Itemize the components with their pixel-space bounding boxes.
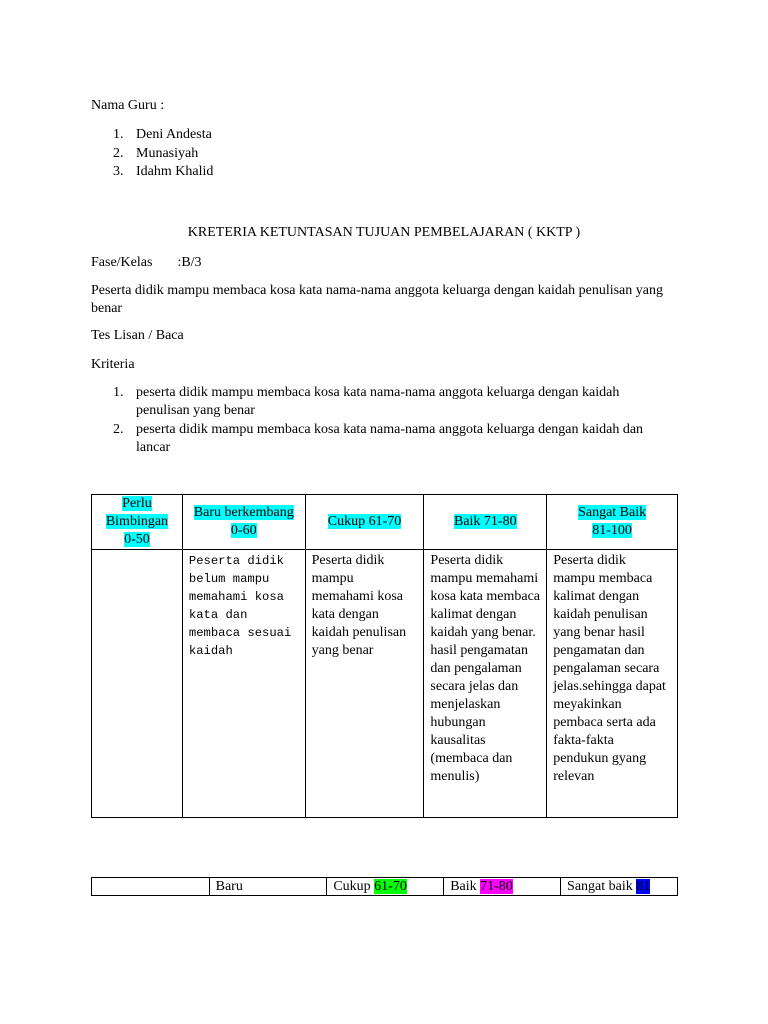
criteria-list: [113, 384, 673, 457]
scale-range: 81: [636, 879, 651, 894]
desc-cell: Peserta didik mampu membaca kalimat dengan kaidah penulisan yang benar hasil pengamatan dan pengalaman secara jelas.sehingga dapat meyakinkan pembaca serta ada fakta-fakta pendukun gyang relevan: [547, 550, 678, 818]
table-header-row: [92, 495, 678, 550]
desc-cell: Peserta didik mampu memahami kosa kata membaca kalimat dengan kaidah yang benar. hasil pengamatan dan pengalaman secara jelas dan menjelaskan hubungan kausalitas (membaca dan menulis): [424, 550, 547, 818]
list-number: 1.: [113, 385, 124, 400]
test-type: Tes Lisan / Baca: [91, 328, 184, 343]
list-number: 3.: [113, 164, 124, 179]
header-sangat-baik: [547, 495, 678, 550]
header-text: Sangat Baik: [578, 505, 647, 520]
scale-text: Baru: [215, 879, 243, 894]
fase-kelas: [91, 254, 202, 272]
criteria-text: peserta didik mampu membaca kosa kata nama-nama anggota keluarga dengan kaidah dan lancar: [136, 422, 644, 455]
criteria-text: peserta didik mampu membaca kosa kata nama-nama anggota keluarga dengan kaidah penulisan yang benar: [136, 385, 620, 418]
list-item: [113, 384, 673, 420]
header-baik: [424, 495, 547, 550]
list-item: [113, 145, 213, 164]
teacher-name: Deni Andesta: [136, 127, 212, 142]
header-perlu-bimbingan: [92, 495, 183, 550]
fase-label: Fase/Kelas: [91, 255, 153, 270]
header-cukup: [305, 495, 424, 550]
header-text: 81-100: [592, 523, 632, 538]
fase-value: :B/3: [177, 255, 202, 270]
list-number: 1.: [113, 127, 124, 142]
scale-cell: [327, 878, 444, 896]
header-baru-berkembang: [182, 495, 305, 550]
list-item: [113, 163, 213, 182]
list-number: 2.: [113, 145, 124, 161]
header-text: 0-60: [230, 523, 257, 538]
header-text: Bimbingan: [105, 514, 169, 529]
list-number: 2.: [113, 422, 124, 437]
learning-objective: Peserta didik mampu membaca kosa kata nama-nama anggota keluarga dengan kaidah penulisan yang benar: [91, 283, 663, 316]
criteria-label: Kriteria: [91, 357, 135, 372]
document-title: KRETERIA KETUNTASAN TUJUAN PEMBELAJARAN ( KKTP ): [187, 225, 581, 240]
scale-cell: [444, 878, 561, 896]
scale-cell: [561, 878, 678, 896]
header-text: Perlu: [122, 496, 152, 511]
header-text: Baik 71-80: [453, 514, 517, 529]
scale-cell: [209, 878, 327, 896]
desc-cell: [92, 550, 183, 818]
header-text: Cukup 61-70: [327, 514, 402, 529]
rubric-table: [91, 494, 678, 818]
scale-cell: [92, 878, 210, 896]
teacher-name: Idahm Khalid: [136, 164, 214, 179]
desc-cell: Peserta didik mampu memahami kosa kata dengan kaidah penulisan yang benar: [305, 550, 424, 818]
teacher-label: Nama Guru :: [91, 98, 165, 113]
scale-table: [91, 877, 678, 896]
teacher-list: [113, 126, 213, 182]
desc-cell: Peserta didik belum mampu memahami kosa kata dan membaca sesuai kaidah: [182, 550, 305, 818]
table-row: [92, 550, 678, 818]
teacher-name: Munasiyah: [136, 145, 199, 161]
header-text: 0-50: [124, 532, 150, 547]
list-item: [113, 421, 673, 457]
scale-text: Baik: [450, 879, 481, 894]
scale-text: Sangat baik: [567, 879, 637, 894]
scale-range: 71-80: [480, 879, 513, 894]
scale-text: Cukup: [333, 879, 375, 894]
table-row: [92, 878, 678, 896]
list-item: [113, 126, 213, 145]
scale-range: 61-70: [374, 879, 407, 894]
header-text: Baru berkembang: [193, 505, 294, 520]
